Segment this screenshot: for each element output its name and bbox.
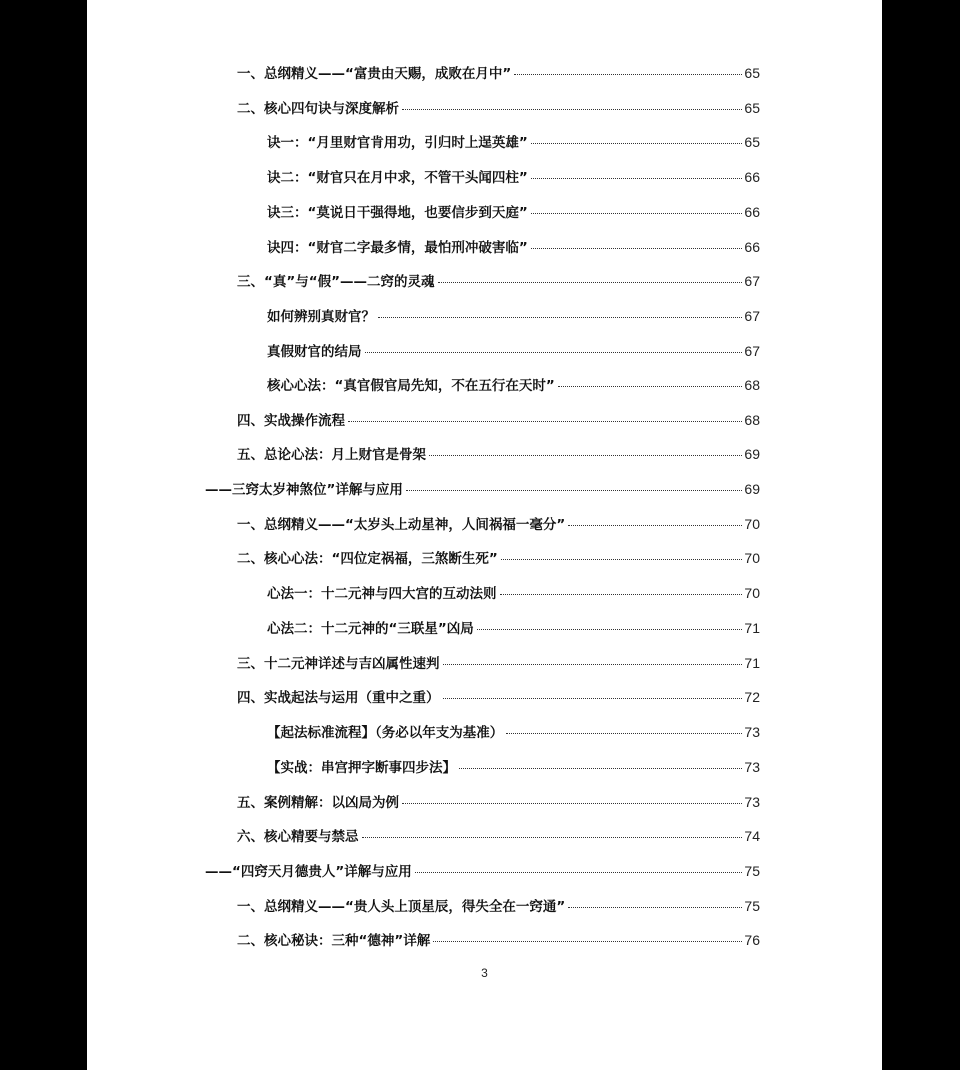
toc-entry-chapter <box>205 860 760 882</box>
toc-entry-page: 71 <box>744 620 760 636</box>
toc-entry-page: 65 <box>744 65 760 81</box>
toc-leader-dots <box>362 837 743 838</box>
toc-entry-page: 75 <box>744 898 760 914</box>
toc-entry-title: ——三窍太岁神煞位”详解与应用 <box>205 482 403 498</box>
toc-entry-page: 70 <box>744 550 760 566</box>
toc-entry <box>237 97 760 119</box>
toc-entry-page: 67 <box>744 308 760 324</box>
toc-entry <box>237 547 760 569</box>
toc-leader-dots <box>459 768 742 769</box>
toc-entry <box>237 686 760 708</box>
toc-leader-dots <box>406 490 743 491</box>
toc-entry-page: 76 <box>744 932 760 948</box>
toc-entry <box>267 340 760 362</box>
toc-entry-title: 三、十二元神详述与吉凶属性速判 <box>237 656 440 672</box>
toc-entry <box>267 374 760 396</box>
toc-entry <box>237 791 760 813</box>
toc-leader-dots <box>429 455 742 456</box>
toc-leader-dots <box>558 386 743 387</box>
toc-entry-title: ——“四窍天月德贵人”详解与应用 <box>205 864 412 880</box>
toc-entry-page: 73 <box>744 724 760 740</box>
toc-leader-dots <box>506 733 742 734</box>
toc-entry-title: 二、核心秘诀：三种“德神”详解 <box>237 933 431 949</box>
toc-leader-dots <box>415 872 743 873</box>
toc-entry <box>267 201 760 223</box>
toc-entry <box>267 131 760 153</box>
toc-entry <box>237 895 760 917</box>
toc-entry-title: 心法二：十二元神的“三联星”凶局 <box>267 621 474 637</box>
toc-entry <box>237 270 760 292</box>
toc-entry-title: 三、“真”与“假”——二窍的灵魂 <box>237 274 435 290</box>
toc-entry <box>267 617 760 639</box>
toc-leader-dots <box>531 213 743 214</box>
toc-entry-page: 72 <box>744 689 760 705</box>
page-number: 3 <box>481 966 488 980</box>
toc-entry-chapter <box>205 478 760 500</box>
toc-entry-title: 核心心法：“真官假官局先知，不在五行在天时” <box>267 378 555 394</box>
toc-entry <box>237 409 760 431</box>
toc-entry-title: 二、核心心法：“四位定祸福，三煞断生死” <box>237 551 498 567</box>
toc-entry <box>237 652 760 674</box>
toc-entry-title: 诀一：“月里财官肯用功，引归时上逞英雄” <box>267 135 528 151</box>
toc-leader-dots <box>531 248 743 249</box>
toc-entry-page: 74 <box>744 828 760 844</box>
toc-leader-dots <box>531 143 743 144</box>
toc-leader-dots <box>402 803 742 804</box>
toc-entry <box>267 166 760 188</box>
toc-entry <box>237 825 760 847</box>
toc-entry-page: 68 <box>744 412 760 428</box>
toc-entry-title: 【起法标准流程】（务必以年支为基准） <box>267 725 504 741</box>
toc-leader-dots <box>568 525 742 526</box>
toc-leader-dots <box>501 559 743 560</box>
toc-entry-title: 诀四：“财官二字最多情，最怕刑冲破害临” <box>267 240 528 256</box>
toc-entry-title: 一、总纲精义——“富贵由天赐，成败在月中” <box>237 66 512 82</box>
toc-leader-dots <box>514 74 742 75</box>
toc-leader-dots <box>477 629 743 630</box>
toc-entry <box>267 756 760 778</box>
toc-entry-page: 66 <box>744 239 760 255</box>
toc-leader-dots <box>378 317 742 318</box>
toc-entry-page: 75 <box>744 863 760 879</box>
toc-leader-dots <box>402 109 742 110</box>
toc-entry-page: 70 <box>744 585 760 601</box>
toc-leader-dots <box>365 352 743 353</box>
toc-leader-dots <box>443 664 743 665</box>
toc-entry-page: 68 <box>744 377 760 393</box>
toc-entry-title: 诀二：“财官只在月中求，不管干头闻四柱” <box>267 170 528 186</box>
toc-entry-page: 71 <box>744 655 760 671</box>
toc-leader-dots <box>438 282 743 283</box>
toc-entry-page: 67 <box>744 273 760 289</box>
toc-entry <box>267 305 760 327</box>
toc-leader-dots <box>500 594 743 595</box>
toc-entry-title: 五、案例精解：以凶局为例 <box>237 795 399 811</box>
toc-entry-title: 二、核心四句诀与深度解析 <box>237 101 399 117</box>
toc-entry-title: 心法一：十二元神与四大宫的互动法则 <box>267 586 497 602</box>
toc-entry-page: 70 <box>744 516 760 532</box>
toc-entry-page: 69 <box>744 481 760 497</box>
toc-entry-page: 66 <box>744 204 760 220</box>
toc-entry-title: 【实战：串宫押字断事四步法】 <box>267 760 456 776</box>
toc-entry-page: 65 <box>744 134 760 150</box>
toc-leader-dots <box>433 941 742 942</box>
toc-entry-title: 四、实战起法与运用（重中之重） <box>237 690 440 706</box>
toc-entry <box>267 721 760 743</box>
toc-entry-title: 四、实战操作流程 <box>237 413 345 429</box>
toc-entry-page: 73 <box>744 759 760 775</box>
toc-entry <box>237 62 760 84</box>
toc-entry-page: 69 <box>744 446 760 462</box>
toc-entry <box>267 582 760 604</box>
document-page <box>87 0 882 1070</box>
toc-entry <box>237 443 760 465</box>
toc-entry-title: 五、总论心法：月上财官是骨架 <box>237 447 426 463</box>
toc-leader-dots <box>568 907 742 908</box>
toc-entry <box>237 929 760 951</box>
toc-entry <box>237 513 760 535</box>
toc-entry <box>267 236 760 258</box>
toc-entry-page: 73 <box>744 794 760 810</box>
toc-entry-title: 诀三：“莫说日干强得地，也要信步到天庭” <box>267 205 528 221</box>
toc-entry-title: 如何辨别真财官？ <box>267 309 375 325</box>
toc-entry-title: 六、核心精要与禁忌 <box>237 829 359 845</box>
toc-entry-page: 67 <box>744 343 760 359</box>
toc-entry-title: 真假财官的结局 <box>267 344 362 360</box>
toc-leader-dots <box>531 178 743 179</box>
toc-entry-title: 一、总纲精义——“太岁头上动星神，人间祸福一毫分” <box>237 517 566 533</box>
toc-entry-page: 66 <box>744 169 760 185</box>
toc-entry-title: 一、总纲精义——“贵人头上顶星辰，得失全在一窍通” <box>237 899 566 915</box>
toc-leader-dots <box>443 698 743 699</box>
toc-entry-page: 65 <box>744 100 760 116</box>
toc-leader-dots <box>348 421 742 422</box>
